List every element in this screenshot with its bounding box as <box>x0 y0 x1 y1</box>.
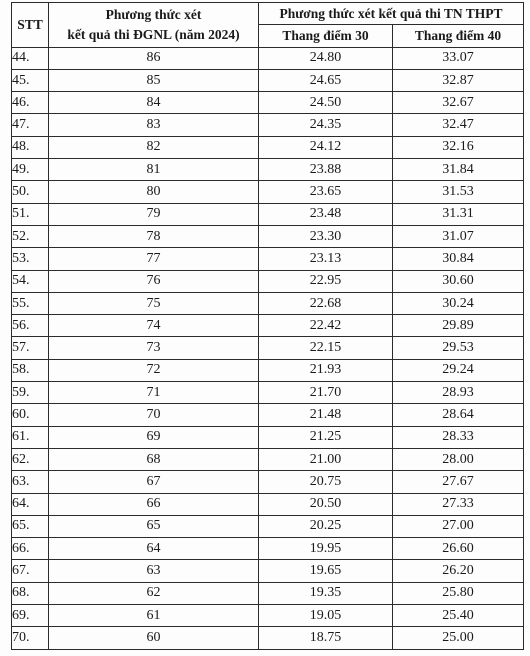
row-scale30-score-cell: 22.95 <box>259 270 393 292</box>
row-dgnl-score-cell: 82 <box>49 136 259 158</box>
row-dgnl-score-cell: 60 <box>49 627 259 649</box>
row-scale30-score-cell: 21.93 <box>259 359 393 381</box>
row-scale40-score-cell: 29.53 <box>393 337 524 359</box>
table-row <box>12 627 524 649</box>
row-scale40-score-cell: 26.60 <box>393 538 524 560</box>
row-stt-cell: 59. <box>12 382 49 404</box>
row-scale30-score-cell: 22.15 <box>259 337 393 359</box>
row-stt-cell: 52. <box>12 225 49 247</box>
row-scale30-score-cell: 21.25 <box>259 426 393 448</box>
row-scale30-score-cell: 24.35 <box>259 114 393 136</box>
score-conversion-table <box>11 2 524 650</box>
table-header <box>12 3 524 48</box>
row-scale30-score-cell: 24.50 <box>259 92 393 114</box>
row-stt-cell: 54. <box>12 270 49 292</box>
header-thpt: Phương thức xét kết quả thi TN THPT <box>259 3 524 25</box>
row-stt-cell: 49. <box>12 159 49 181</box>
header-stt: STT <box>12 3 49 48</box>
row-stt-cell: 56. <box>12 315 49 337</box>
row-scale30-score-cell: 22.68 <box>259 292 393 314</box>
table-row <box>12 181 524 203</box>
row-dgnl-score-cell: 85 <box>49 69 259 91</box>
table-row <box>12 605 524 627</box>
header-dgnl <box>49 3 259 48</box>
row-dgnl-score-cell: 63 <box>49 560 259 582</box>
row-scale30-score-cell: 20.25 <box>259 515 393 537</box>
row-stt-cell: 46. <box>12 92 49 114</box>
row-scale40-score-cell: 31.53 <box>393 181 524 203</box>
table-row <box>12 292 524 314</box>
table-row <box>12 515 524 537</box>
table-row <box>12 493 524 515</box>
table-row <box>12 270 524 292</box>
row-dgnl-score-cell: 86 <box>49 47 259 69</box>
row-dgnl-score-cell: 79 <box>49 203 259 225</box>
table-row <box>12 426 524 448</box>
row-scale30-score-cell: 21.70 <box>259 382 393 404</box>
row-dgnl-score-cell: 73 <box>49 337 259 359</box>
table-row <box>12 92 524 114</box>
table-row <box>12 538 524 560</box>
row-scale40-score-cell: 28.00 <box>393 448 524 470</box>
row-dgnl-score-cell: 83 <box>49 114 259 136</box>
row-scale40-score-cell: 28.93 <box>393 382 524 404</box>
row-scale40-score-cell: 33.07 <box>393 47 524 69</box>
row-scale40-score-cell: 26.20 <box>393 560 524 582</box>
header-scale-30: Thang điểm 30 <box>259 25 393 47</box>
row-scale40-score-cell: 25.40 <box>393 605 524 627</box>
row-stt-cell: 48. <box>12 136 49 158</box>
row-scale40-score-cell: 32.47 <box>393 114 524 136</box>
row-stt-cell: 57. <box>12 337 49 359</box>
row-scale30-score-cell: 18.75 <box>259 627 393 649</box>
row-dgnl-score-cell: 70 <box>49 404 259 426</box>
row-scale40-score-cell: 32.16 <box>393 136 524 158</box>
table-body <box>12 47 524 649</box>
row-dgnl-score-cell: 78 <box>49 225 259 247</box>
row-scale30-score-cell: 20.50 <box>259 493 393 515</box>
row-dgnl-score-cell: 68 <box>49 448 259 470</box>
table-row <box>12 382 524 404</box>
table-row <box>12 404 524 426</box>
row-scale30-score-cell: 23.30 <box>259 225 393 247</box>
row-dgnl-score-cell: 75 <box>49 292 259 314</box>
table-row <box>12 359 524 381</box>
table-row <box>12 560 524 582</box>
row-scale40-score-cell: 32.87 <box>393 69 524 91</box>
row-scale30-score-cell: 23.65 <box>259 181 393 203</box>
row-scale40-score-cell: 30.84 <box>393 248 524 270</box>
row-scale40-score-cell: 29.89 <box>393 315 524 337</box>
row-scale40-score-cell: 30.24 <box>393 292 524 314</box>
row-scale40-score-cell: 27.00 <box>393 515 524 537</box>
row-stt-cell: 66. <box>12 538 49 560</box>
row-scale40-score-cell: 31.31 <box>393 203 524 225</box>
table-row <box>12 337 524 359</box>
row-stt-cell: 69. <box>12 605 49 627</box>
row-dgnl-score-cell: 71 <box>49 382 259 404</box>
row-stt-cell: 47. <box>12 114 49 136</box>
row-scale30-score-cell: 22.42 <box>259 315 393 337</box>
row-scale40-score-cell: 28.64 <box>393 404 524 426</box>
row-dgnl-score-cell: 65 <box>49 515 259 537</box>
row-stt-cell: 53. <box>12 248 49 270</box>
row-stt-cell: 45. <box>12 69 49 91</box>
row-scale30-score-cell: 19.05 <box>259 605 393 627</box>
table-row <box>12 225 524 247</box>
row-scale40-score-cell: 25.00 <box>393 627 524 649</box>
row-stt-cell: 50. <box>12 181 49 203</box>
row-scale30-score-cell: 23.13 <box>259 248 393 270</box>
row-stt-cell: 70. <box>12 627 49 649</box>
row-stt-cell: 55. <box>12 292 49 314</box>
row-stt-cell: 58. <box>12 359 49 381</box>
row-scale40-score-cell: 31.84 <box>393 159 524 181</box>
table-row <box>12 136 524 158</box>
row-scale30-score-cell: 19.95 <box>259 538 393 560</box>
table-row <box>12 159 524 181</box>
row-scale40-score-cell: 27.33 <box>393 493 524 515</box>
row-dgnl-score-cell: 66 <box>49 493 259 515</box>
row-stt-cell: 63. <box>12 471 49 493</box>
row-stt-cell: 67. <box>12 560 49 582</box>
header-dgnl-line2: kết quả thi ĐGNL (năm 2024) <box>67 26 240 42</box>
row-dgnl-score-cell: 67 <box>49 471 259 493</box>
row-dgnl-score-cell: 62 <box>49 582 259 604</box>
header-dgnl-line1: Phương thức xét <box>105 6 202 22</box>
row-scale30-score-cell: 19.65 <box>259 560 393 582</box>
row-scale40-score-cell: 27.67 <box>393 471 524 493</box>
table-row <box>12 315 524 337</box>
row-stt-cell: 44. <box>12 47 49 69</box>
row-scale30-score-cell: 20.75 <box>259 471 393 493</box>
row-stt-cell: 65. <box>12 515 49 537</box>
table-row <box>12 448 524 470</box>
row-scale30-score-cell: 24.65 <box>259 69 393 91</box>
table-row <box>12 203 524 225</box>
row-scale40-score-cell: 25.80 <box>393 582 524 604</box>
row-dgnl-score-cell: 61 <box>49 605 259 627</box>
table-row <box>12 471 524 493</box>
row-scale40-score-cell: 30.60 <box>393 270 524 292</box>
row-dgnl-score-cell: 74 <box>49 315 259 337</box>
row-stt-cell: 51. <box>12 203 49 225</box>
row-scale30-score-cell: 21.48 <box>259 404 393 426</box>
row-scale40-score-cell: 32.67 <box>393 92 524 114</box>
row-scale30-score-cell: 19.35 <box>259 582 393 604</box>
row-scale40-score-cell: 28.33 <box>393 426 524 448</box>
row-stt-cell: 62. <box>12 448 49 470</box>
row-scale40-score-cell: 31.07 <box>393 225 524 247</box>
row-dgnl-score-cell: 64 <box>49 538 259 560</box>
row-scale40-score-cell: 29.24 <box>393 359 524 381</box>
table-row <box>12 582 524 604</box>
row-dgnl-score-cell: 76 <box>49 270 259 292</box>
row-dgnl-score-cell: 72 <box>49 359 259 381</box>
row-scale30-score-cell: 23.88 <box>259 159 393 181</box>
row-dgnl-score-cell: 69 <box>49 426 259 448</box>
row-dgnl-score-cell: 81 <box>49 159 259 181</box>
table-row <box>12 47 524 69</box>
row-dgnl-score-cell: 84 <box>49 92 259 114</box>
row-stt-cell: 68. <box>12 582 49 604</box>
table-row <box>12 69 524 91</box>
row-scale30-score-cell: 21.00 <box>259 448 393 470</box>
header-scale-40: Thang điểm 40 <box>393 25 524 47</box>
row-dgnl-score-cell: 80 <box>49 181 259 203</box>
table-row <box>12 114 524 136</box>
row-scale30-score-cell: 23.48 <box>259 203 393 225</box>
row-stt-cell: 60. <box>12 404 49 426</box>
row-scale30-score-cell: 24.12 <box>259 136 393 158</box>
table-row <box>12 248 524 270</box>
row-stt-cell: 64. <box>12 493 49 515</box>
row-scale30-score-cell: 24.80 <box>259 47 393 69</box>
row-stt-cell: 61. <box>12 426 49 448</box>
row-dgnl-score-cell: 77 <box>49 248 259 270</box>
